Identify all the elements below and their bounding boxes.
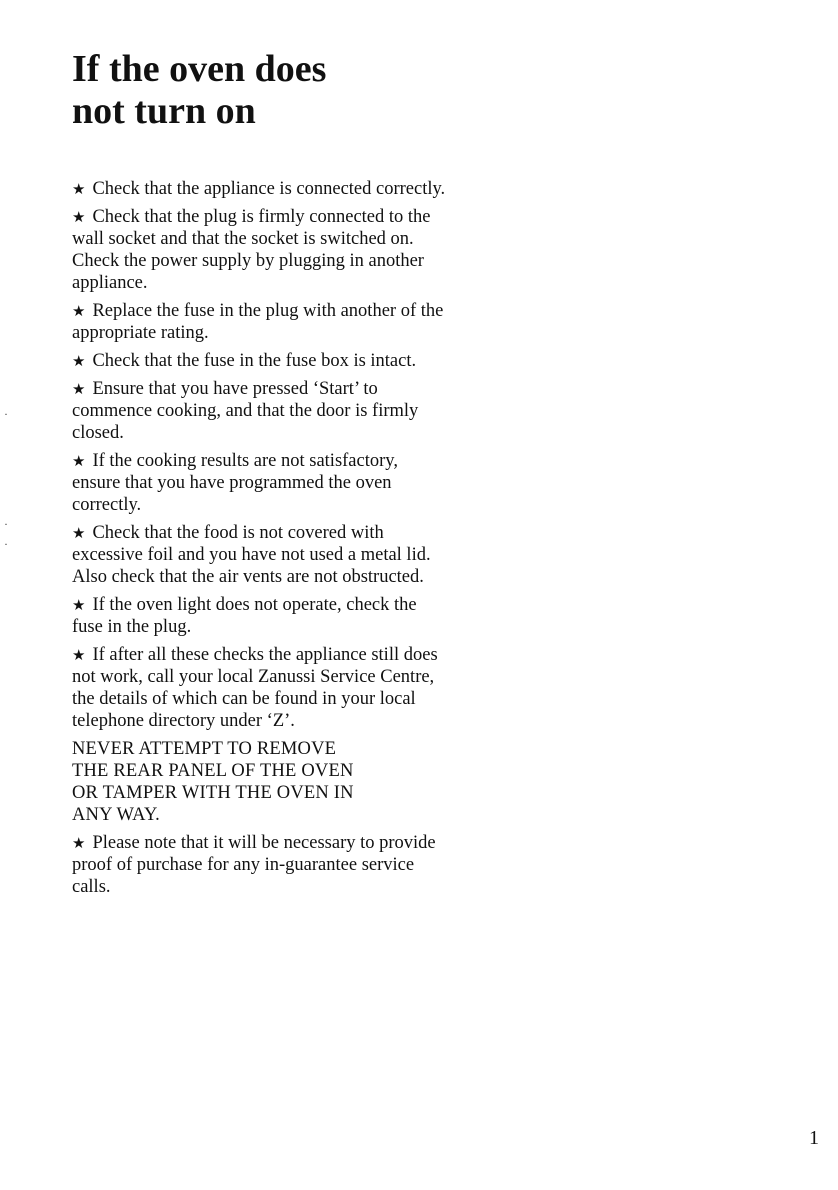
note-text: Please note that it will be necessary to provide proof of purchase for any in-guarantee service calls. <box>72 833 436 897</box>
list-item-text: If the cooking results are not satisfactory, ensure that you have programmed the oven correctly. <box>72 451 398 515</box>
list-item-text: Check that the food is not covered with excessive foil and you have not used a metal lid. Also check that the air vents are not obstructed. <box>72 523 431 587</box>
list-item-text: Check that the appliance is connected correctly. <box>92 179 446 199</box>
list-item <box>72 450 447 516</box>
list-item-text: Check that the fuse in the fuse box is intact. <box>92 351 417 371</box>
list-item <box>72 522 447 588</box>
page-number: 1 <box>809 1127 819 1149</box>
list-item-text: If after all these checks the appliance still does not work, call your local Zanussi Service Centre, the details of which can be found in your local telephone directory under ‘Z’. <box>72 645 438 731</box>
star-icon: ★ <box>72 452 86 470</box>
warning-text <box>72 738 447 826</box>
warning-line-3: OR TAMPER WITH THE OVEN IN <box>72 783 354 803</box>
list-item <box>72 350 447 372</box>
list-item-text: Replace the fuse in the plug with another of the appropriate rating. <box>72 301 444 343</box>
list-item-text: If the oven light does not operate, check the fuse in the plug. <box>72 595 417 637</box>
scan-mark: · <box>4 407 8 421</box>
star-icon: ★ <box>72 596 86 614</box>
warning-line-2: THE REAR PANEL OF THE OVEN <box>72 761 354 781</box>
star-icon: ★ <box>72 380 86 398</box>
scan-mark: · <box>4 537 8 551</box>
warning-line-4: ANY WAY. <box>72 805 160 825</box>
checklist <box>72 178 447 904</box>
star-icon: ★ <box>72 208 86 226</box>
list-item <box>72 300 447 344</box>
list-item-text: Check that the plug is firmly connected to the wall socket and that the socket is switched on. Check the power supply by plugging in another appliance. <box>72 207 431 293</box>
note-item <box>72 832 447 898</box>
warning-line-1: NEVER ATTEMPT TO REMOVE <box>72 739 337 759</box>
star-icon: ★ <box>72 302 86 320</box>
title-line-1: If the oven does <box>72 48 327 90</box>
list-item <box>72 644 447 732</box>
star-icon: ★ <box>72 646 86 664</box>
star-icon: ★ <box>72 352 86 370</box>
list-item-text: Ensure that you have pressed ‘Start’ to commence cooking, and that the door is firmly closed. <box>72 379 419 443</box>
list-item <box>72 206 447 294</box>
list-item <box>72 378 447 444</box>
list-item <box>72 178 447 200</box>
star-icon: ★ <box>72 180 86 198</box>
star-icon: ★ <box>72 524 86 542</box>
scan-mark: · <box>4 517 8 531</box>
list-item <box>72 594 447 638</box>
title-line-2: not turn on <box>72 90 256 132</box>
page-title <box>72 48 512 132</box>
star-icon: ★ <box>72 834 86 852</box>
